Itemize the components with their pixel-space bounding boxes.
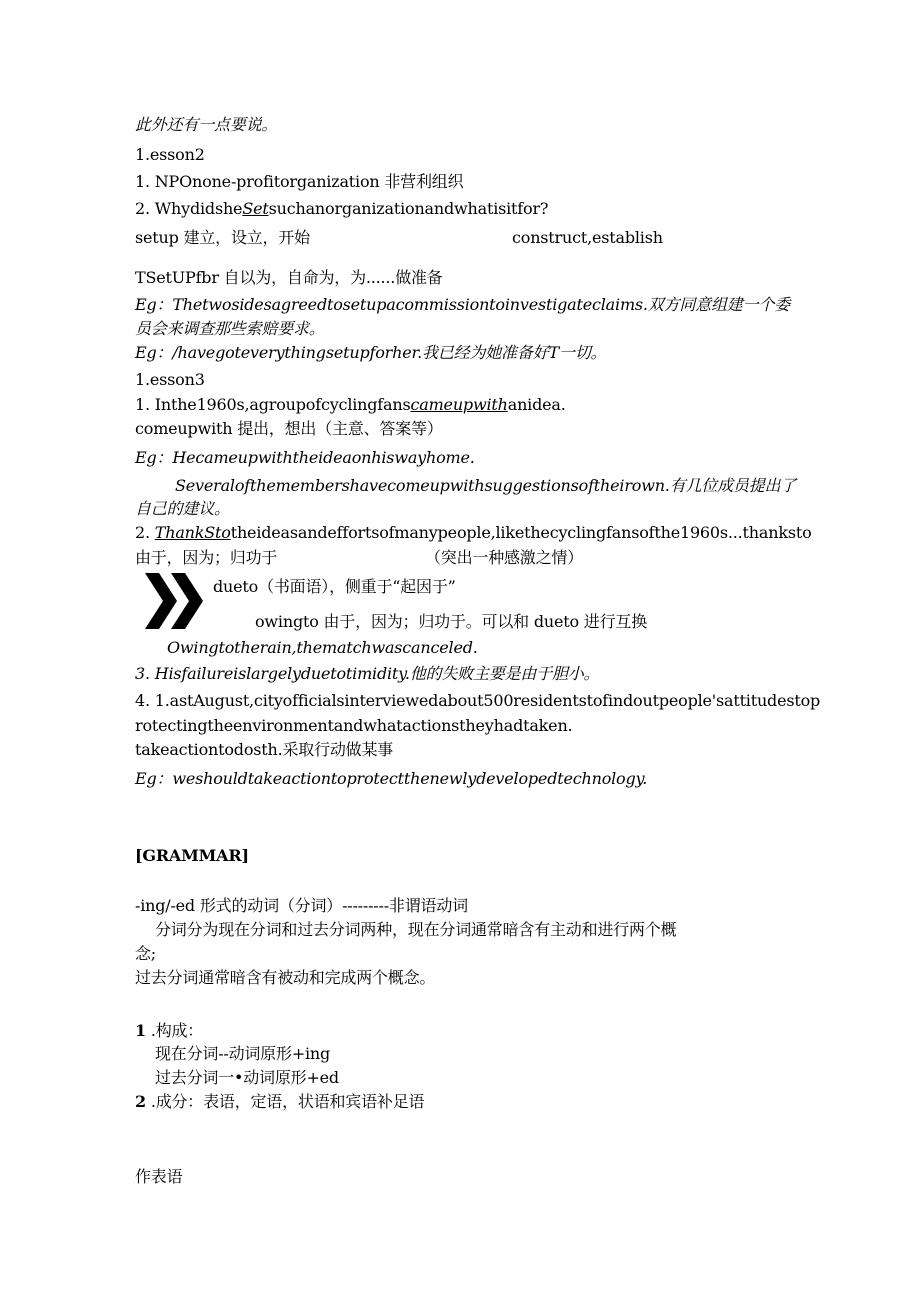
dueto-definition: dueto（书面语），侧重于“起因于” xyxy=(213,577,456,596)
section2-number: 2 xyxy=(135,1092,146,1111)
setup-synonyms: construct,establish xyxy=(512,228,663,247)
lesson3-item2 xyxy=(135,522,812,544)
setupfor-definition: TSetUPfbr 自以为，自命为，为......做准备 xyxy=(135,268,443,287)
comeup-definition: comeupwith 提出，想出（主意、答案等） xyxy=(135,419,443,438)
thanks-note: （突出一种感激之情） xyxy=(425,548,584,567)
lesson2-item2-suffix: suchanorganizationandwhatisitfor? xyxy=(268,199,549,218)
section2-label: .成分：表语，定语，状语和宾语补足语 xyxy=(145,1092,425,1111)
lesson2-item2 xyxy=(135,198,548,220)
lesson3-item2-num: 2. xyxy=(135,523,155,542)
example-5: Eg：weshouldtakeactiontoprotectthenewlydevelopedtechnology. xyxy=(135,769,648,788)
lesson3-item4-line2: rotectingtheenvironmentandwhatactionstheyhadtaken. xyxy=(135,716,573,735)
example-3: Eg：Hecameupwiththeideaonhiswayhome. xyxy=(135,448,475,467)
thanks-definition: 由于，因为；归功于 xyxy=(135,548,278,567)
example-4-line1: Severalofthemembershavecomeupwithsuggestionsoftheirown.有几位成员提出了 xyxy=(175,476,797,495)
lesson3-item2-suffix: theideasandeffortsofmanypeople,likethecyclingfansofthe1960s...thanksto xyxy=(230,523,812,542)
intro-line: 此外还有一点要说。 xyxy=(135,115,278,134)
grammar-section1 xyxy=(135,1020,203,1042)
owingto-example: Owingtotherain,thematchwascanceled. xyxy=(167,638,478,657)
lesson3-item1-underlined: cameupwith xyxy=(410,395,508,414)
grammar-section2 xyxy=(135,1091,424,1113)
lesson2-item1: 1. NPOnone-profitorganization 非营利组织 xyxy=(135,172,464,191)
predicative-heading: 作表语 xyxy=(135,1167,183,1186)
takeaction-definition: takeactiontodosth.采取行动做某事 xyxy=(135,740,394,759)
grammar-line3: 念; xyxy=(135,944,156,963)
example-4-line2: 自己的建议。 xyxy=(135,499,230,518)
grammar-line4: 过去分词通常暗含有被动和完成两个概念。 xyxy=(135,968,436,987)
lesson3-item1-suffix: anidea. xyxy=(507,395,566,414)
section1-item-a: 现在分词--动词原形+ing xyxy=(155,1044,331,1063)
lesson2-item2-underlined: Set xyxy=(242,199,269,218)
lesson3-item3: 3. Hisfailureislargelyduetotimidity.他的失败主要是由于胆小。 xyxy=(135,664,600,683)
example-1-line1: Eg：Thetwosidesagreedtosetupacommissiontoinvestigateclaims.双方同意组建一个委 xyxy=(135,295,791,314)
section1-label: .构成： xyxy=(145,1021,204,1040)
owingto-definition: owingto 由于，因为；归功于。可以和 dueto 进行互换 xyxy=(255,612,647,631)
example-1-line2: 员会来调查那些索赔要求。 xyxy=(135,319,325,338)
grammar-line2: 分词分为现在分词和过去分词两种，现在分词通常暗含有主动和进行两个概 xyxy=(155,920,677,939)
setup-definition: setup 建立，设立，开始 xyxy=(135,228,310,247)
lesson3-item1 xyxy=(135,394,566,416)
lesson2-heading: 1.esson2 xyxy=(135,145,205,164)
grammar-line1: -ing/-ed 形式的动词（分词）---------非谓语动词 xyxy=(135,896,468,915)
lesson3-item4-line1: 4. 1.astAugust,cityofficialsinterviewedabout500residentstofindoutpeople'sattitudestop xyxy=(135,691,821,710)
section1-item-b: 过去分词一•动词原形+ed xyxy=(155,1068,339,1087)
lesson3-item2-underlined: ThankSto xyxy=(154,523,231,542)
lesson3-heading: 1.esson3 xyxy=(135,370,205,389)
grammar-heading: [GRAMMAR] xyxy=(135,846,249,865)
lesson2-item2-prefix: 2. Whydidshe xyxy=(135,199,243,218)
section1-number: 1 xyxy=(135,1021,146,1040)
example-2: Eg：/havegoteverythingsetupforher.我已经为她准备好T一切。 xyxy=(135,343,607,362)
double-chevron-right-icon xyxy=(143,573,207,629)
lesson3-item1-prefix: 1. Inthe1960s,agroupofcyclingfans xyxy=(135,395,411,414)
